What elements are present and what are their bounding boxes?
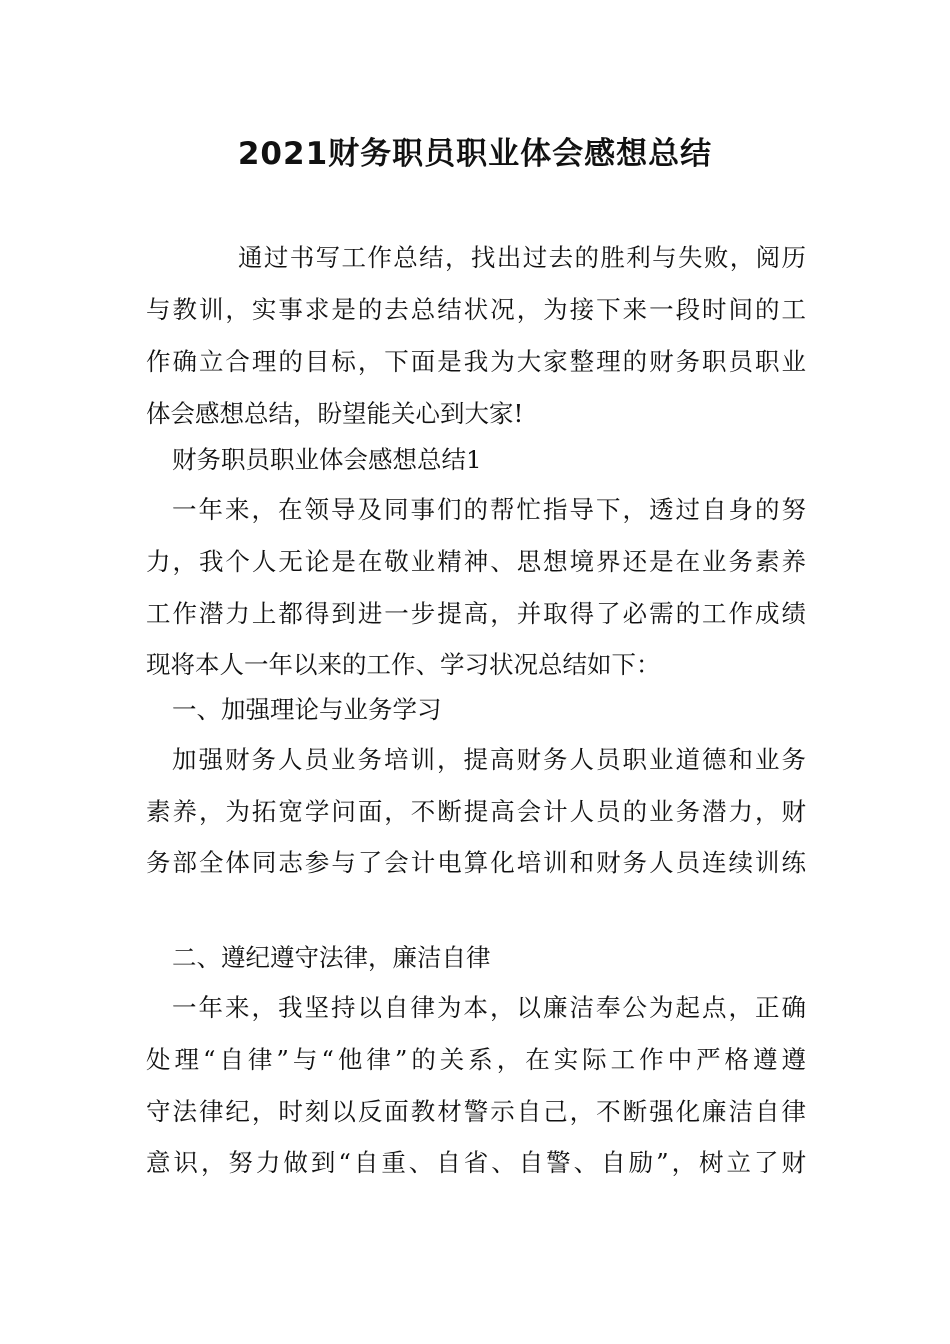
paragraph-line: 意识，努力做到“自重、自省、自警、自励”，树立了财 (146, 1148, 806, 1177)
paragraph-line: 一年来，我坚持以自律为本，以廉洁奉公为起点，正确 (172, 993, 806, 1022)
section-heading: 财务职员职业体会感想总结1 (172, 445, 482, 474)
paragraph-line: 务部全体同志参与了会计电算化培训和财务人员连续训练 (146, 848, 806, 877)
document-title: 2021财务职员职业体会感想总结 (237, 136, 713, 172)
paragraph-line: 素养，为拓宽学问面，不断提高会计人员的业务潜力，财 (146, 797, 806, 826)
paragraph-line: 守法律纪，时刻以反面教材警示自己，不断强化廉洁自律 (146, 1097, 806, 1126)
paragraph-line: 作确立合理的目标，下面是我为大家整理的财务职员职业 (146, 347, 806, 376)
paragraph-line: 通过书写工作总结，找出过去的胜利与失败，阅历 (238, 243, 806, 272)
paragraph-line: 力，我个人无论是在敬业精神、思想境界还是在业务素养 (146, 547, 806, 576)
paragraph-line: 加强财务人员业务培训，提高财务人员职业道德和业务 (172, 745, 806, 774)
paragraph-line: 现将本人一年以来的工作、学习状况总结如下： (146, 650, 661, 679)
paragraph-line: 工作潜力上都得到进一步提高，并取得了必需的工作成绩 (146, 599, 806, 628)
paragraph-line: 处理“自律”与“他律”的关系，在实际工作中严格遵遵 (146, 1045, 806, 1074)
section-heading: 一、加强理论与业务学习 (172, 695, 442, 724)
paragraph-line: 体会感想总结，盼望能关心到大家! (146, 399, 524, 428)
section-heading: 二、遵纪遵守法律，廉洁自律 (172, 943, 491, 972)
paragraph-line: 与教训，实事求是的去总结状况，为接下来一段时间的工 (146, 295, 806, 324)
paragraph-line: 一年来，在领导及同事们的帮忙指导下，透过自身的努 (172, 495, 806, 524)
